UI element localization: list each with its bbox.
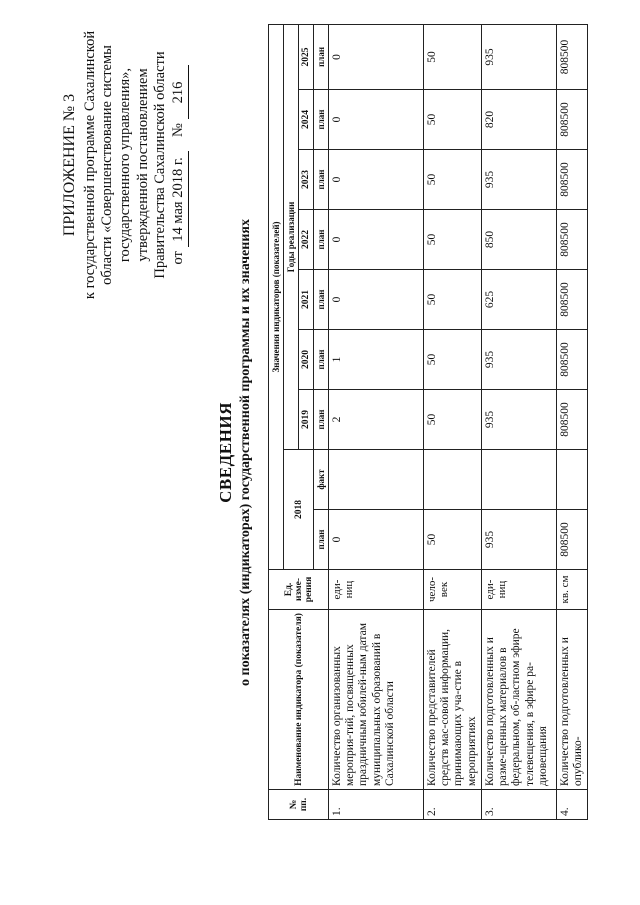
header-plan-2024: план (314, 90, 329, 150)
cell-2025: 808500 (556, 24, 587, 89)
header-plan-2020: план (314, 330, 329, 390)
cell-2025: 935 (481, 24, 556, 89)
appendix-number-label: № (169, 123, 186, 137)
row-name: Количество подготовленных и опублико- (556, 610, 587, 790)
table-row (481, 24, 556, 819)
cell-plan-2018: 50 (424, 510, 482, 570)
header-year-2022: 2022 (299, 210, 314, 270)
header-plan-2021: план (314, 270, 329, 330)
header-plan-2023: план (314, 150, 329, 210)
header-name: Наименование индикатора (показателя) (269, 610, 329, 790)
appendix-line-1: к государственной программе Сахалинской (81, 30, 98, 300)
row-name: Количество подготовленных и разме-щенных материалов в федеральном, об-ластном эфире телевещения, в эфире ра-диовещания (481, 610, 556, 790)
document-title: СВЕДЕНИЯ (216, 402, 235, 503)
cell-2024: 808500 (556, 90, 587, 150)
cell-2022: 808500 (556, 210, 587, 270)
header-fact-2018: факт (314, 450, 329, 510)
indicators-table (268, 24, 588, 820)
appendix-line-5: Правительства Сахалинской области (152, 51, 169, 279)
cell-2023: 50 (424, 150, 482, 210)
cell-2019: 935 (481, 390, 556, 450)
appendix-line-4: утвержденной постановлением (134, 68, 151, 262)
cell-2024: 50 (424, 90, 482, 150)
cell-2019: 2 (329, 390, 424, 450)
header-year-2019: 2019 (299, 390, 314, 450)
row-unit: еди-ниц (329, 570, 424, 610)
appendix-block (60, 25, 189, 305)
cell-2025: 0 (329, 24, 424, 89)
cell-2024: 0 (329, 90, 424, 150)
cell-plan-2018: 808500 (556, 510, 587, 570)
table-row (424, 24, 482, 819)
appendix-date-line (170, 25, 189, 305)
row-name: Количество представителей средств мас-совой информации, принимающих уча-стие в мероприятиях (424, 610, 482, 790)
cell-2020: 935 (481, 330, 556, 390)
cell-2020: 50 (424, 330, 482, 390)
cell-fact-2018 (481, 450, 556, 510)
cell-fact-2018 (424, 450, 482, 510)
cell-2025: 50 (424, 24, 482, 89)
row-unit: чело-век (424, 570, 482, 610)
appendix-number: 216 (170, 66, 189, 120)
cell-2023: 808500 (556, 150, 587, 210)
cell-2023: 0 (329, 150, 424, 210)
header-year-2023: 2023 (299, 150, 314, 210)
cell-2020: 808500 (556, 330, 587, 390)
cell-2021: 50 (424, 270, 482, 330)
header-years-group: Годы реализации (284, 24, 299, 449)
row-unit: еди-ниц (481, 570, 556, 610)
cell-2023: 935 (481, 150, 556, 210)
header-values-group: Значения индикаторов (показателей) (269, 24, 284, 569)
table-row (329, 24, 424, 819)
header-plan-2019: план (314, 390, 329, 450)
header-num: № пп. (269, 790, 329, 820)
cell-2022: 0 (329, 210, 424, 270)
table-row (556, 24, 587, 819)
header-year-2025: 2025 (299, 24, 314, 89)
cell-fact-2018 (329, 450, 424, 510)
cell-plan-2018: 935 (481, 510, 556, 570)
row-unit: кв. см (556, 570, 587, 610)
header-year-2018: 2018 (284, 450, 314, 570)
header-year-2021: 2021 (299, 270, 314, 330)
appendix-date: 14 мая 2018 г. (170, 151, 189, 247)
header-plan-2025: план (314, 24, 329, 89)
cell-2021: 0 (329, 270, 424, 330)
cell-2022: 50 (424, 210, 482, 270)
header-year-2020: 2020 (299, 330, 314, 390)
cell-2021: 625 (481, 270, 556, 330)
row-num: 2. (424, 790, 482, 820)
appendix-line-2: области «Совершенствование системы (99, 45, 116, 285)
cell-plan-2018: 0 (329, 510, 424, 570)
cell-2019: 50 (424, 390, 482, 450)
cell-fact-2018 (556, 450, 587, 510)
header-unit: Ед. изме-рения (269, 570, 329, 610)
header-plan-2022: план (314, 210, 329, 270)
appendix-line-3: государственного управления», (116, 67, 133, 263)
cell-2020: 1 (329, 330, 424, 390)
row-name: Количество организованных мероприя-тий, посвященных праздничным юбилей-ным датам муниципальных образований в Сахалинской области (329, 610, 424, 790)
cell-2021: 808500 (556, 270, 587, 330)
appendix-title: ПРИЛОЖЕНИЕ № 3 (61, 93, 78, 237)
document-subtitle: о показателях (индикаторах) государственной программы и их значениях (238, 219, 253, 686)
row-num: 3. (481, 790, 556, 820)
appendix-from-label: от (169, 251, 186, 265)
cell-2022: 850 (481, 210, 556, 270)
header-plan-2018: план (314, 510, 329, 570)
row-num: 1. (329, 790, 424, 820)
header-year-2024: 2024 (299, 90, 314, 150)
cell-2019: 808500 (556, 390, 587, 450)
cell-2024: 820 (481, 90, 556, 150)
row-num: 4. (556, 790, 587, 820)
